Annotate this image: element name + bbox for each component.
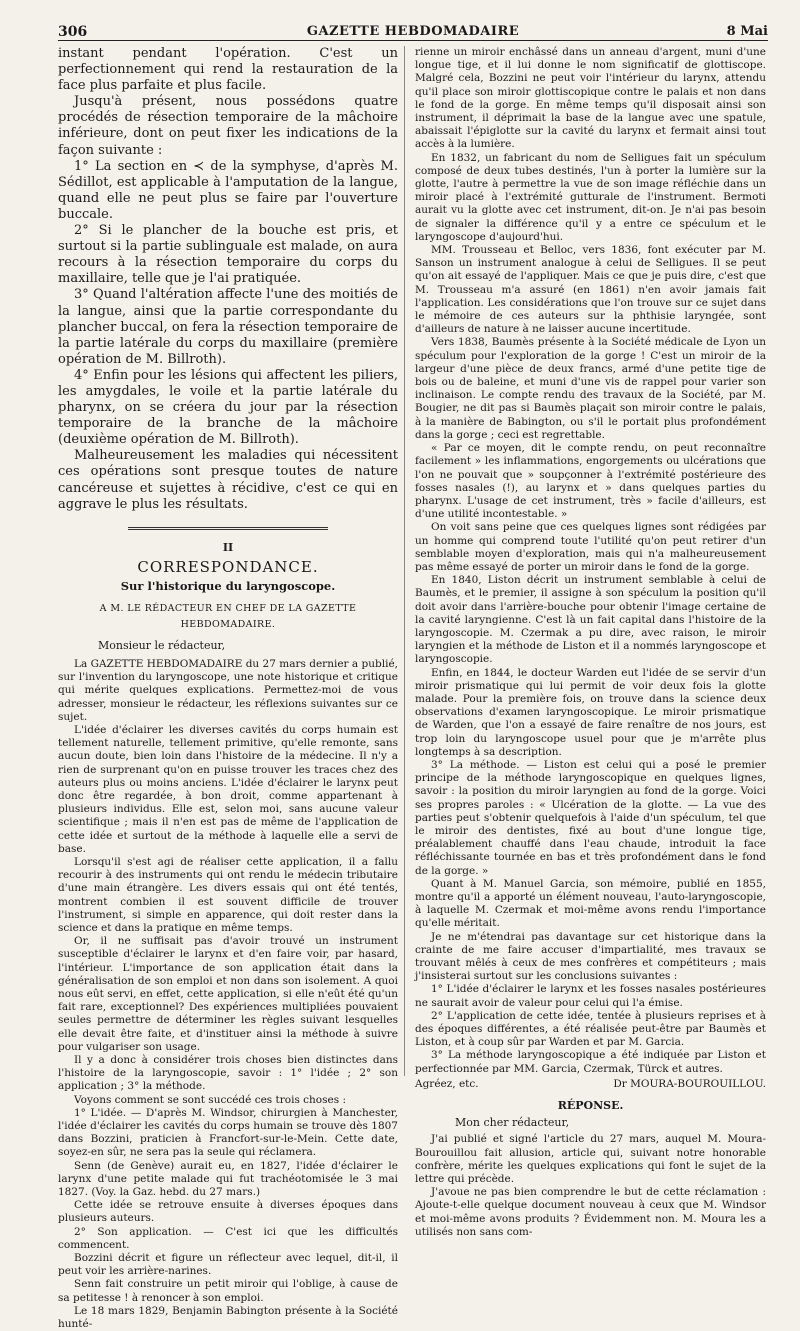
paragraph: 4° Enfin pour les lésions qui affectent les piliers, les amygdales, le voile et la partie latérale du pharynx, on se créera du jour par la résection temporaire de la branche de la mâchoire (deuxième opération de M. Billroth). bbox=[58, 367, 398, 448]
letter-salutation: Monsieur le rédacteur, bbox=[98, 638, 226, 652]
reply-heading: RÉPONSE. bbox=[557, 1099, 624, 1113]
paragraph: La GAZETTE HEBDOMADAIRE du 27 mars dernier a publié, sur l'invention du laryngoscope, une note historique et critique qui mérite quelques explications. Permettez-moi de vous adresser, monsieur le rédacteur, les réflexions suivantes sur ce sujet. bbox=[58, 657, 398, 723]
section-title: CORRESPONDANCE. bbox=[137, 557, 319, 576]
paragraph: Malheureusement les maladies qui nécessitent ces opérations sont presque toutes de nature cancéreuse et sujettes à récidive, c'est ce qui en aggrave le plus les résultats. bbox=[58, 448, 398, 512]
paragraph: En 1840, Liston décrit un instrument semblable à celui de Baumès, et le premier, il assigne à son spéculum la position qu'il doit avoir dans l'arrière-bouche pour obtenir l'image certaine de la cavité laryngienne. C'est là un fait capital dans l'histoire de la laryngoscopie. M. Czermak a pu dire, avec raison, le miroir laryngien et la méthode de Liston et il a nommés laryngoscope et laryngoscopie. bbox=[415, 574, 766, 666]
paragraph: J'avoue ne pas bien comprendre le but de cette réclamation : Ajoute-t-elle quelque document nouveau à ceux que M. Windsor et moi-même avons produits ? Évidemment non. M. Moura les a utilisés non sans com- bbox=[415, 1186, 766, 1238]
paragraph: Bozzini décrit et figure un réflecteur avec lequel, dit-il, il peut voir les arrière-narines. bbox=[58, 1252, 398, 1278]
paragraph: L'idée d'éclairer les diverses cavités du corps humain est tellement naturelle, tellement primitive, qu'elle remonte, sans aucun doute, bien loin dans l'histoire de la médecine. Il n'y a rien de surprenant qu'on en puisse trouver les traces chez des auteurs plus ou moins anciens. L'idée d'éclairer le larynx peut donc être regardée, à bon droit, comme appartenant à plusieurs individus. Elle est, selon moi, sans aucune valeur scientifique ; mais il n'en est pas de même de l'application de cette idée et surtout de la méthode à laquelle elle a servi de base. bbox=[58, 723, 398, 855]
paragraph: Il y a donc à considérer trois choses bien distinctes dans l'histoire de la laryngoscopie, savoir : 1° l'idée ; 2° son application ; 3° la méthode. bbox=[58, 1054, 398, 1093]
paragraph: Le 18 mars 1829, Benjamin Babington présente à la Société hunté- bbox=[58, 1304, 398, 1331]
page-number: 306 bbox=[58, 24, 88, 40]
paragraph: Lorsqu'il s'est agi de réaliser cette application, il a fallu recourir à des instruments qui ont rendu le médecin tributaire d'une main étrangère. Les divers essais qui ont été tentés, montrent combien il est souvent difficile de trouver l'instrument, si simple en apparence, qui doit rester dans la science et dans la pratique en même temps. bbox=[58, 855, 398, 934]
paragraph: Vers 1838, Baumès présente à la Société médicale de Lyon un spéculum pour l'exploration de la gorge ! C'est un miroir de la largeur d'une pièce de deux francs, armé d'une petite tige de bois ou de baleine, et muni d'une vis de rappel pour varier son inclinaison. Le compte rendu des travaux de la Société, par M. Bougier, ne dit pas si Baumès plaçait son miroir contre le palais, à la manière de Babington, ou s'il le portait plus profondément dans la gorge ; ceci est regrettable. bbox=[415, 336, 766, 441]
paragraph: En 1832, un fabricant du nom de Selligues fait un spéculum composé de deux tubes destinés, l'un à porter la lumière sur la glotte, l'autre à permettre la vue de son image réfléchie dans un miroir placé à l'extrémité gutturale de l'instrument. Bermoti aurait vu la glotte avec cet instrument, dit-on. Je n'ai pas besoin de signaler la différence qu'il y a entre ce spéculum et le laryngoscope d'aujourd'hui. bbox=[415, 151, 766, 243]
paragraph: 3° Quand l'altération affecte l'une des moitiés de la langue, ainsi que la partie correspondante du plancher buccal, on fera la résection temporaire de la partie latérale du corps du maxillaire (première opération de M. Billroth). bbox=[58, 287, 398, 367]
paragraph: 1° La section en ≺ de la symphyse, d'après M. Sédillot, est applicable à l'amputation de la langue, quand elle ne peut plus se faire par l'ouverture buccale. bbox=[58, 158, 398, 222]
paragraph: 1° L'idée d'éclairer le larynx et les fosses nasales postérieures ne saurait avoir de valeur pour celui qui l'a émise. bbox=[415, 983, 766, 1009]
paragraph: Or, il ne suffisait pas d'avoir trouvé un instrument susceptible d'éclairer le larynx et d'en faire voir, par hasard, l'intérieur. L'importance de son application était dans la généralisation de son emploi et non dans son isolement. A quoi nous eût servi, en effet, cette application, si elle n'eût été qu'un fait rare, exceptionnel? Des expériences multipliées pouvaient seules permettre de déterminer les règles suivant lesquelles elle devait être faite, et d'instituer ainsi la méthode à suivre pour vulgariser son usage. bbox=[58, 935, 398, 1053]
paragraph: 2° Son application. — C'est ici que les difficultés commencent. bbox=[58, 1225, 398, 1251]
section-number: II bbox=[222, 540, 234, 554]
paragraph: Quant à M. Manuel Garcia, son mémoire, publié en 1855, montre qu'il a apporté un élément nouveau, l'auto-laryngoscopie, à laquelle M. Czermak et moi-même avons rendu l'importance qu'elle méritait. bbox=[415, 877, 766, 930]
paragraph: Senn fait construire un petit miroir qui l'oblige, à cause de sa petitesse ! à renoncer à son emploi. bbox=[58, 1278, 398, 1304]
paragraph: 1° L'idée. — D'après M. Windsor, chirurgien à Manchester, l'idée d'éclairer les cavités du corps humain se trouve dès 1807 dans Bozzini, praticien à Francfort-sur-le-Mein. Cette date, soyez-en sûr, ne sera pas la seule qui réclamera. bbox=[58, 1106, 398, 1159]
paragraph: instant pendant l'opération. C'est un perfectionnement qui rend la restauration de la face plus parfaite et plus facile. bbox=[58, 46, 398, 94]
paragraph: 2° L'application de cette idée, tentée à plusieurs reprises et à des époques différentes, a été réalisée peut-être par Baumès et Liston, et à coup sûr par Warden et par M. Garcia. bbox=[415, 1009, 766, 1049]
paragraph: J'ai publié et signé l'article du 27 mars, auquel M. Moura-Bourouillou fait allusion, article qui, suivant notre honorable confrère, mérite les quelques explications qui font le sujet de la lettre qui précède. bbox=[415, 1133, 766, 1186]
paragraph: Je ne m'étendrai pas davantage sur cet historique dans la crainte de me faire accuser d'impartialité, mes travaux se trouvant mêlés à ceux de mes confrères et compétiteurs ; mais j'insisterai surtout sur les conclusions suivantes : bbox=[415, 930, 766, 983]
journal-title: GAZETTE HEBDOMADAIRE bbox=[306, 24, 520, 39]
section-subtitle: Sur l'historique du laryngoscope. bbox=[120, 579, 336, 594]
signature-line bbox=[415, 1078, 766, 1091]
page-header bbox=[58, 14, 768, 41]
article-continuation bbox=[58, 46, 398, 513]
paragraph: Senn (de Genève) aurait eu, en 1827, l'idée d'éclairer le larynx d'une petite malade qui fut trachéotomisée le 3 mai 1827. (Voy. la Gaz. hebd. du 27 mars.) bbox=[58, 1159, 398, 1199]
reply-salutation: Mon cher rédacteur, bbox=[455, 1116, 570, 1130]
paragraph: rienne un miroir enchâssé dans un anneau d'argent, muni d'une longue tige, et il lui donne le nom significatif de glottiscope. Malgré cela, Bozzini ne peut voir l'intérieur du larynx, attendu qu'il place son miroir glottiscopique contre le palais et non dans le fond de la gorge. En même temps qu'il disposait ainsi son instrument, il déprimait la base de la langue avec une spatule, abaissait l'épiglotte sur la cavité du larynx et fermait ainsi tout accès à la lumière. bbox=[415, 46, 766, 151]
issue-date: 8 Mai bbox=[726, 24, 768, 39]
paragraph: Voyons comment se sont succédé ces trois choses : bbox=[74, 1093, 346, 1106]
letter-address: A M. LE RÉDACTEUR EN CHEF DE LA GAZETTE HEBDOMADAIRE. bbox=[99, 603, 357, 630]
paragraph: 3° La méthode. — Liston est celui qui a posé le premier principe de la méthode laryngoscopique en quelques lignes, savoir : la position du miroir laryngien au fond de la gorge. Voici ses propres paroles : « Ulcération de la glotte. — La vue des parties peut s'obtenir quelquefois à l'aide d'un spéculum, tel que le miroir des dentistes, fixé au bout d'une longue tige, préalablement chauffé dans l'eau chaude, introduit la face réfléchissante tournée en bas et très profondément dans le fond de la gorge. » bbox=[415, 758, 766, 877]
paragraph: Jusqu'à présent, nous possédons quatre procédés de résection temporaire de la mâchoire inférieure, dont on peut fixer les indications de la façon suivante : bbox=[58, 94, 398, 158]
paragraph: 3° La méthode laryngoscopique a été indiquée par Liston et perfectionnée par MM. Garcia, Czermak, Türck et autres. bbox=[415, 1049, 766, 1075]
closing: Agréez, etc. bbox=[415, 1077, 479, 1090]
author-signature: Dr MOURA-BOUROUILLOU. bbox=[613, 1077, 766, 1090]
paragraph: Enfin, en 1844, le docteur Warden eut l'idée de se servir d'un miroir prismatique qui lui permit de voir deux fois la glotte malade. Pour la première fois, on trouve dans la science deux observations d'examen laryngoscopique. Le miroir prismatique de Warden, que l'on a essayé de faire renaître de nos jours, est trop loin du laryngoscope usuel pour que je m'arrête plus longtemps à sa description. bbox=[415, 666, 766, 758]
left-column bbox=[58, 46, 398, 1331]
right-column bbox=[404, 46, 766, 1238]
section-divider bbox=[128, 527, 328, 530]
paragraph: MM. Trousseau et Belloc, vers 1836, font exécuter par M. Sanson un instrument analogue à celui de Selligues. Il se peut qu'on ait essayé de l'appliquer. Mais ce que je puis dire, c'est que M. Trousseau m'a assuré (en 1861) n'en avoir jamais fait l'application. Les considérations que l'on trouve sur ce sujet dans le mémoire de ces auteurs sur la phthisie laryngée, sont d'ailleurs de nature à ne laisser aucune incertitude. bbox=[415, 244, 766, 336]
paragraph: Cette idée se retrouve ensuite à diverses époques dans plusieurs auteurs. bbox=[58, 1199, 398, 1225]
paragraph: « Par ce moyen, dit le compte rendu, on peut reconnaître facilement » les inflammations, engorgements ou ulcérations que l'on ne pouvait que » soupçonner à l'extrémité postérieure des fosses nasales (!), au larynx et » dans quelques parties du pharynx. L'usage de cet instrument, très » facile d'ailleurs, est d'une utilité incontestable. » bbox=[415, 442, 766, 521]
paragraph: On voit sans peine que ces quelques lignes sont rédigées par un homme qui comprend toute l'utilité qu'on peut retirer d'un semblable moyen d'exploration, mais qui n'a malheureusement pas même essayé de porter un miroir dans le fond de la gorge. bbox=[415, 521, 766, 573]
paragraph: 2° Si le plancher de la bouche est pris, et surtout si la partie sublinguale est malade, on aura recours à la résection temporaire du corps du maxillaire, telle que je l'ai pratiquée. bbox=[58, 223, 398, 287]
